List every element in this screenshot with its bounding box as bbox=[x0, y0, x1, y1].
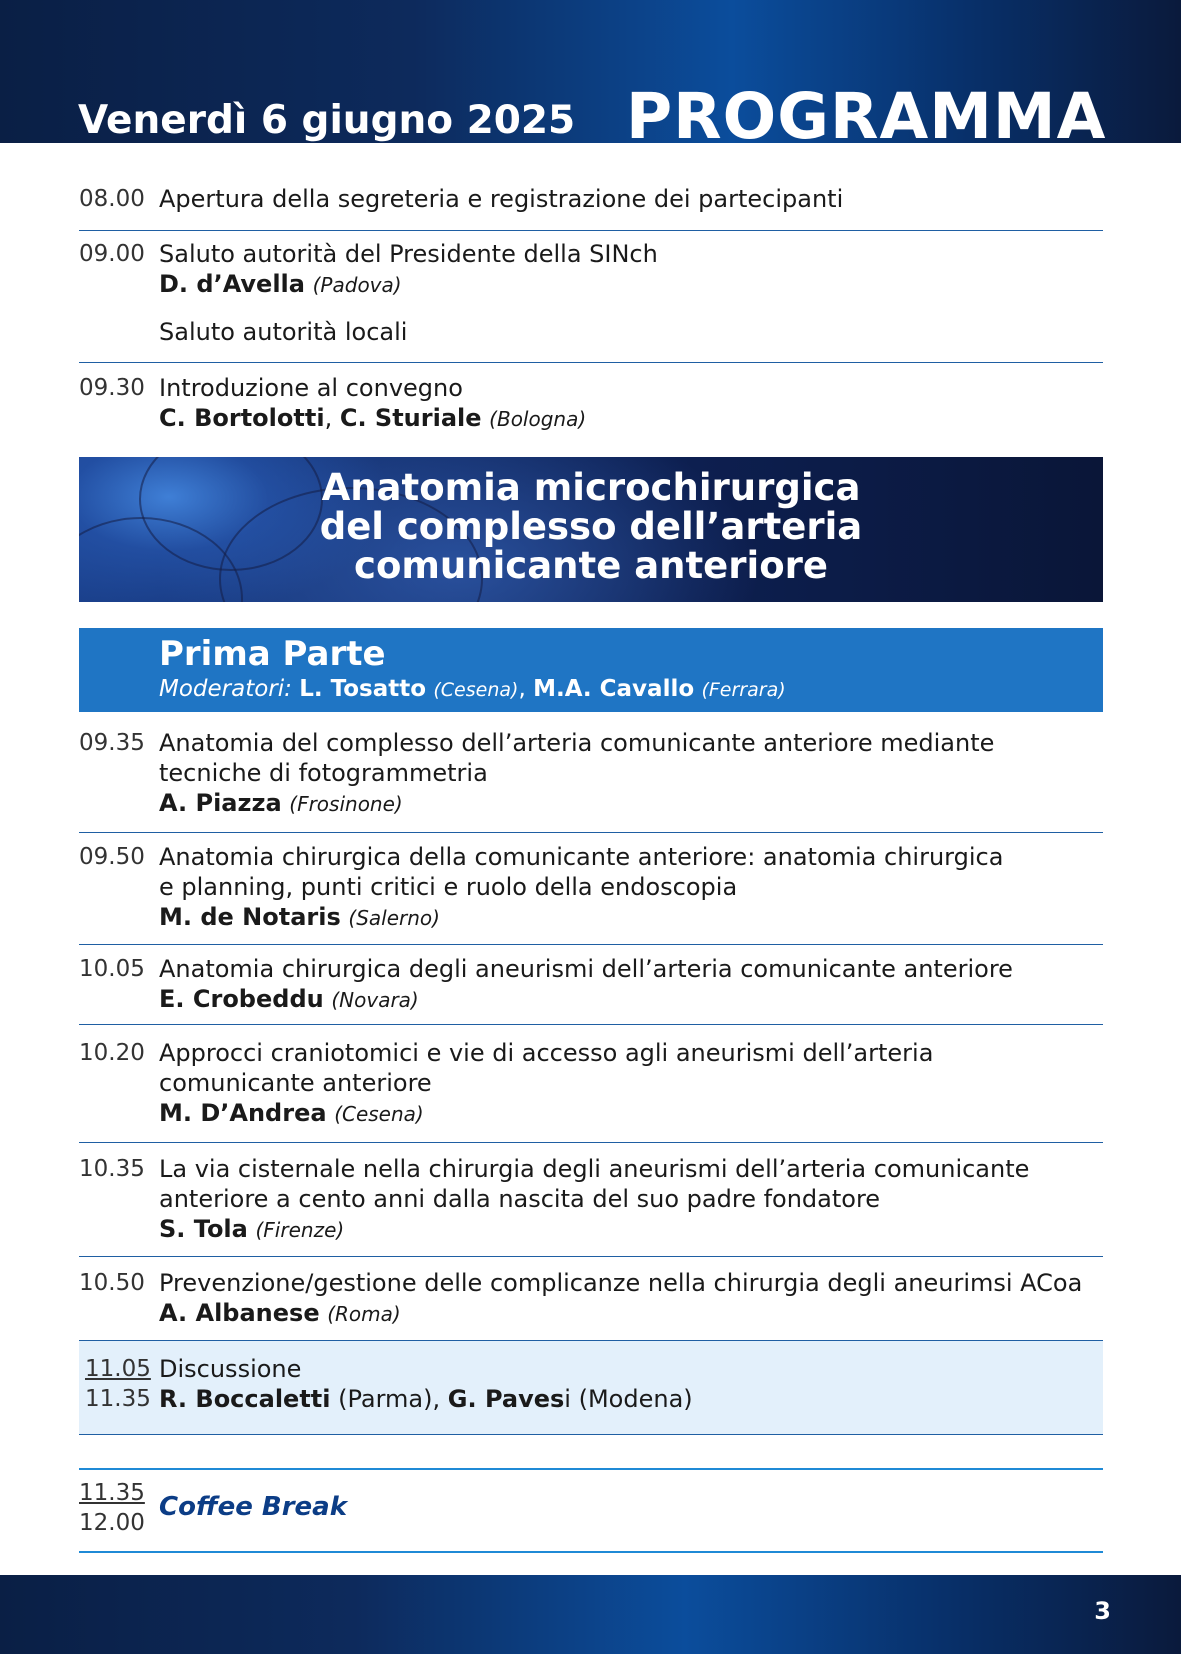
item-title: Saluto autorità del Presidente della SINch bbox=[159, 240, 658, 268]
talk-title-line: Approcci craniotomici e vie di accesso agli aneurismi dell’arteria bbox=[159, 1039, 934, 1067]
speaker-name: M. de Notaris bbox=[159, 903, 341, 931]
moderators-label: Moderatori: bbox=[159, 676, 292, 702]
item-speaker-line bbox=[159, 269, 1099, 301]
speaker-city: (Padova) bbox=[312, 273, 402, 297]
item-time: 09.00 bbox=[79, 241, 145, 267]
speaker-name: A. Albanese bbox=[159, 1299, 320, 1327]
item-title: Introduzione al convegno bbox=[159, 374, 463, 402]
header-title: PROGRAMMA bbox=[626, 80, 1107, 153]
talk-title-line: Anatomia chirurgica degli aneurismi dell’arteria comunicante anteriore bbox=[159, 955, 1013, 983]
speaker-name: M. D’Andrea bbox=[159, 1099, 327, 1127]
moderator-name: L. Tosatto bbox=[299, 676, 427, 702]
speaker-city: (Firenze) bbox=[255, 1218, 345, 1242]
schedule-row bbox=[79, 1026, 1103, 1143]
section-title-line: del complesso dell’arteria bbox=[319, 505, 863, 548]
schedule-row bbox=[79, 363, 1103, 435]
speaker-city: (Cesena) bbox=[334, 1102, 424, 1126]
schedule-row bbox=[79, 946, 1103, 1025]
schedule-row bbox=[79, 178, 1103, 231]
item-speaker-line bbox=[159, 1214, 1099, 1246]
speaker-city: (Parma), bbox=[330, 1385, 448, 1413]
item-time: 10.50 bbox=[79, 1270, 145, 1296]
page-header bbox=[0, 0, 1181, 153]
section-title-line: Anatomia microchirurgica bbox=[321, 466, 861, 509]
coffee-start-time: 11.35 bbox=[79, 1480, 145, 1506]
moderator-separator: , bbox=[518, 676, 526, 702]
discussion-block bbox=[79, 1340, 1103, 1435]
page-number: 3 bbox=[1094, 1597, 1111, 1625]
item-time: 09.35 bbox=[79, 730, 145, 756]
talk-title-line: comunicante anteriore bbox=[159, 1069, 432, 1097]
item-time: 10.35 bbox=[79, 1156, 145, 1182]
speaker-city: (Modena) bbox=[570, 1385, 693, 1413]
item-time: 09.50 bbox=[79, 844, 145, 870]
section-banner bbox=[79, 457, 1103, 602]
schedule-row bbox=[79, 1144, 1103, 1257]
item-time: 09.30 bbox=[79, 375, 145, 401]
moderator-city: (Cesena) bbox=[433, 679, 519, 701]
coffee-break-label: Coffee Break bbox=[159, 1492, 348, 1522]
moderator-name: M.A. Cavallo bbox=[533, 676, 695, 702]
speaker-name: G. Paves bbox=[447, 1385, 565, 1413]
coffee-break-block bbox=[79, 1468, 1103, 1553]
section-title bbox=[79, 468, 1103, 585]
schedule-row bbox=[79, 720, 1103, 833]
discussion-start-time: 11.05 bbox=[85, 1356, 151, 1382]
session-title: Prima Parte bbox=[159, 634, 386, 674]
item-time: 10.20 bbox=[79, 1040, 145, 1066]
schedule-row bbox=[79, 1258, 1103, 1338]
discussion-title: Discussione bbox=[159, 1355, 302, 1383]
speaker-city: (Roma) bbox=[327, 1302, 401, 1326]
item-speaker-line bbox=[159, 788, 1099, 820]
talk-title-line: Anatomia del complesso dell’arteria comunicante anteriore mediante bbox=[159, 729, 995, 757]
item-speaker-line bbox=[159, 1298, 1099, 1330]
session-moderators bbox=[159, 676, 786, 702]
speaker-name: C. Bortolotti bbox=[159, 404, 325, 432]
item-speaker-line bbox=[159, 984, 1099, 1016]
talk-title-line: e planning, punti critici e ruolo della endoscopia bbox=[159, 873, 738, 901]
speaker-city: (Salerno) bbox=[348, 906, 440, 930]
speaker-separator: , bbox=[324, 404, 340, 432]
item-time: 08.00 bbox=[79, 186, 145, 212]
speaker-name: R. Boccaletti bbox=[159, 1385, 331, 1413]
talk-title-line: La via cisternale nella chirurgia degli aneurismi dell’arteria comunicante bbox=[159, 1155, 1030, 1183]
speaker-name: C. Sturiale bbox=[339, 404, 482, 432]
discussion-speakers bbox=[159, 1384, 1099, 1415]
item-extra: Saluto autorità locali bbox=[159, 318, 408, 346]
talk-title-line: tecniche di fotogrammetria bbox=[159, 759, 488, 787]
speaker-name: D. d’Avella bbox=[159, 270, 305, 298]
page-footer bbox=[0, 1575, 1181, 1654]
discussion-end-time: 11.35 bbox=[85, 1386, 151, 1412]
section-title-line: comunicante anteriore bbox=[354, 544, 828, 587]
talk-title-line: Prevenzione/gestione delle complicanze nella chirurgia degli aneurimsi ACoa bbox=[159, 1269, 1083, 1297]
schedule-row bbox=[79, 231, 1103, 363]
speaker-city: (Novara) bbox=[331, 988, 419, 1012]
header-date: Venerdì 6 giugno 2025 bbox=[78, 98, 576, 143]
talk-title-line: Anatomia chirurgica della comunicante anteriore: anatomia chirurgica bbox=[159, 843, 1004, 871]
coffee-end-time: 12.00 bbox=[79, 1510, 145, 1536]
speaker-name: E. Crobeddu bbox=[159, 985, 324, 1013]
speaker-name: S. Tola bbox=[159, 1215, 248, 1243]
item-speaker-line bbox=[159, 1098, 1099, 1130]
item-speaker-line bbox=[159, 403, 1099, 435]
item-speaker-line bbox=[159, 902, 1099, 934]
schedule-row bbox=[79, 834, 1103, 945]
session-header bbox=[79, 628, 1103, 712]
item-time: 10.05 bbox=[79, 956, 145, 982]
speaker-name: A. Piazza bbox=[159, 789, 282, 817]
talk-title-line: anteriore a cento anni dalla nascita del suo padre fondatore bbox=[159, 1185, 881, 1213]
moderator-city: (Ferrara) bbox=[701, 679, 786, 701]
item-title: Apertura della segreteria e registrazione dei partecipanti bbox=[159, 185, 844, 213]
speaker-name-tail: i bbox=[564, 1385, 571, 1413]
speaker-city: (Bologna) bbox=[489, 407, 587, 431]
speaker-city: (Frosinone) bbox=[289, 792, 403, 816]
